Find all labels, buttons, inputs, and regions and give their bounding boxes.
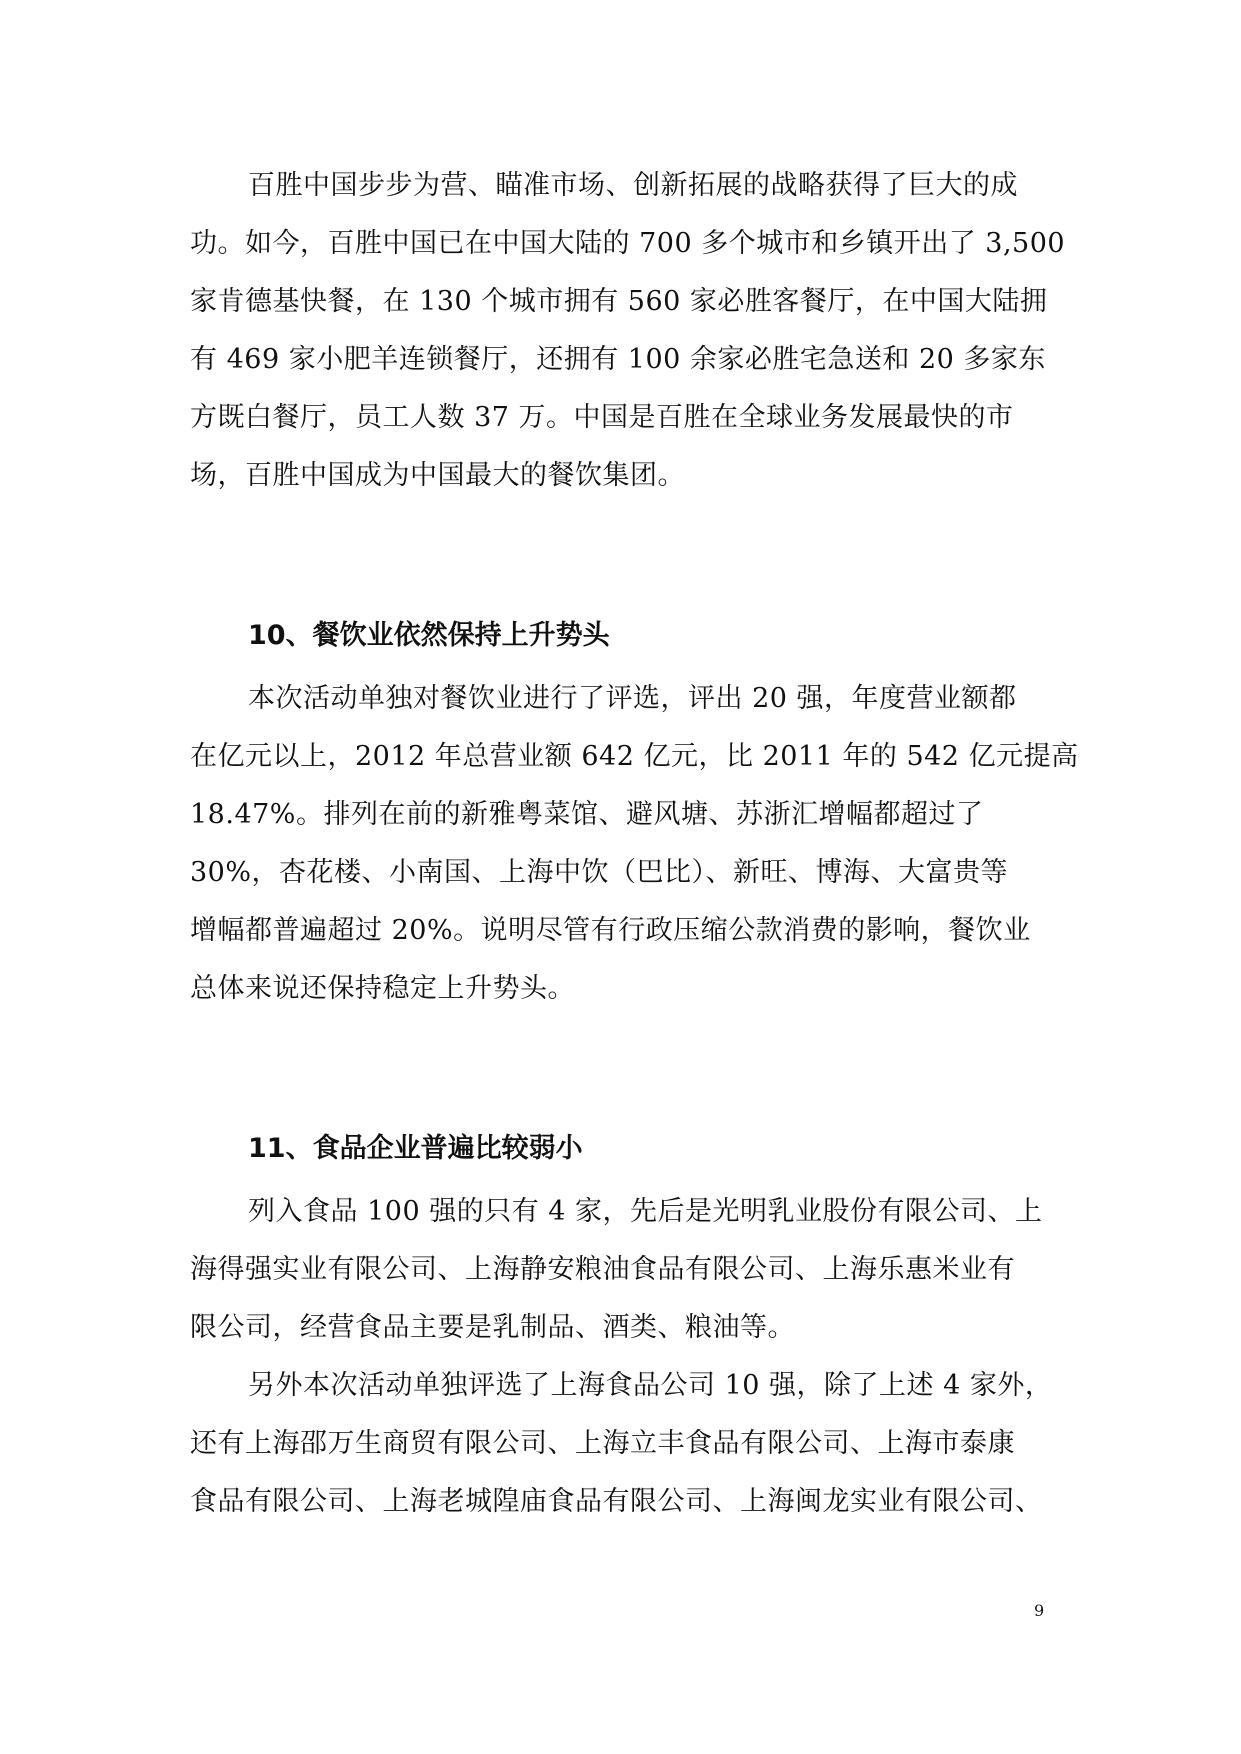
paragraph-line: 30%，杏花楼、小南国、上海中饮（巴比）、新旺、博海、大富贵等 — [190, 857, 1009, 888]
paragraph-line: 在亿元以上，2012 年总营业额 642 亿元，比 2011 年的 542 亿元提高 — [190, 741, 1079, 772]
paragraph-line: 功。如今，百胜中国已在中国大陆的 700 多个城市和乡镇开出了 3,500 — [190, 228, 1066, 259]
section-heading: 11、食品企业普遍比较弱小 — [248, 1133, 583, 1164]
paragraph-line: 本次活动单独对餐饮业进行了评选，评出 20 强，年度营业额都 — [248, 683, 1017, 714]
paragraph-line: 场，百胜中国成为中国最大的餐饮集团。 — [190, 460, 685, 491]
page-number: 9 — [1034, 1601, 1045, 1620]
paragraph-line: 有 469 家小肥羊连锁餐厅，还拥有 100 余家必胜宅急送和 20 多家东 — [190, 344, 1046, 375]
paragraph-line: 限公司，经营食品主要是乳制品、酒类、粮油等。 — [190, 1312, 795, 1343]
paragraph-line: 另外本次活动单独评选了上海食品公司 10 强，除了上述 4 家外， — [248, 1370, 1053, 1401]
paragraph-line: 方既白餐厅，员工人数 37 万。中国是百胜在全球业务发展最快的市 — [190, 402, 1014, 433]
paragraph-line: 列入食品 100 强的只有 4 家，先后是光明乳业股份有限公司、上 — [248, 1196, 1043, 1227]
paragraph-line: 18.47%。排列在前的新雅粤菜馆、避风塘、苏浙汇增幅都超过了 — [190, 799, 984, 830]
paragraph-line: 增幅都普遍超过 20%。说明尽管有行政压缩公款消费的影响，餐饮业 — [190, 915, 1031, 946]
paragraph-line: 海得强实业有限公司、上海静安粮油食品有限公司、上海乐惠米业有 — [190, 1254, 1015, 1285]
paragraph-line: 食品有限公司、上海老城隍庙食品有限公司、上海闽龙实业有限公司、 — [190, 1486, 1043, 1517]
paragraph-line: 百胜中国步步为营、瞄准市场、创新拓展的战略获得了巨大的成 — [248, 170, 1018, 201]
paragraph-line: 家肯德基快餐，在 130 个城市拥有 560 家必胜客餐厅，在中国大陆拥 — [190, 286, 1048, 317]
paragraph-line: 还有上海邵万生商贸有限公司、上海立丰食品有限公司、上海市泰康 — [190, 1428, 1015, 1459]
paragraph-line: 总体来说还保持稳定上升势头。 — [190, 973, 575, 1004]
section-heading: 10、餐饮业依然保持上升势头 — [248, 620, 610, 651]
